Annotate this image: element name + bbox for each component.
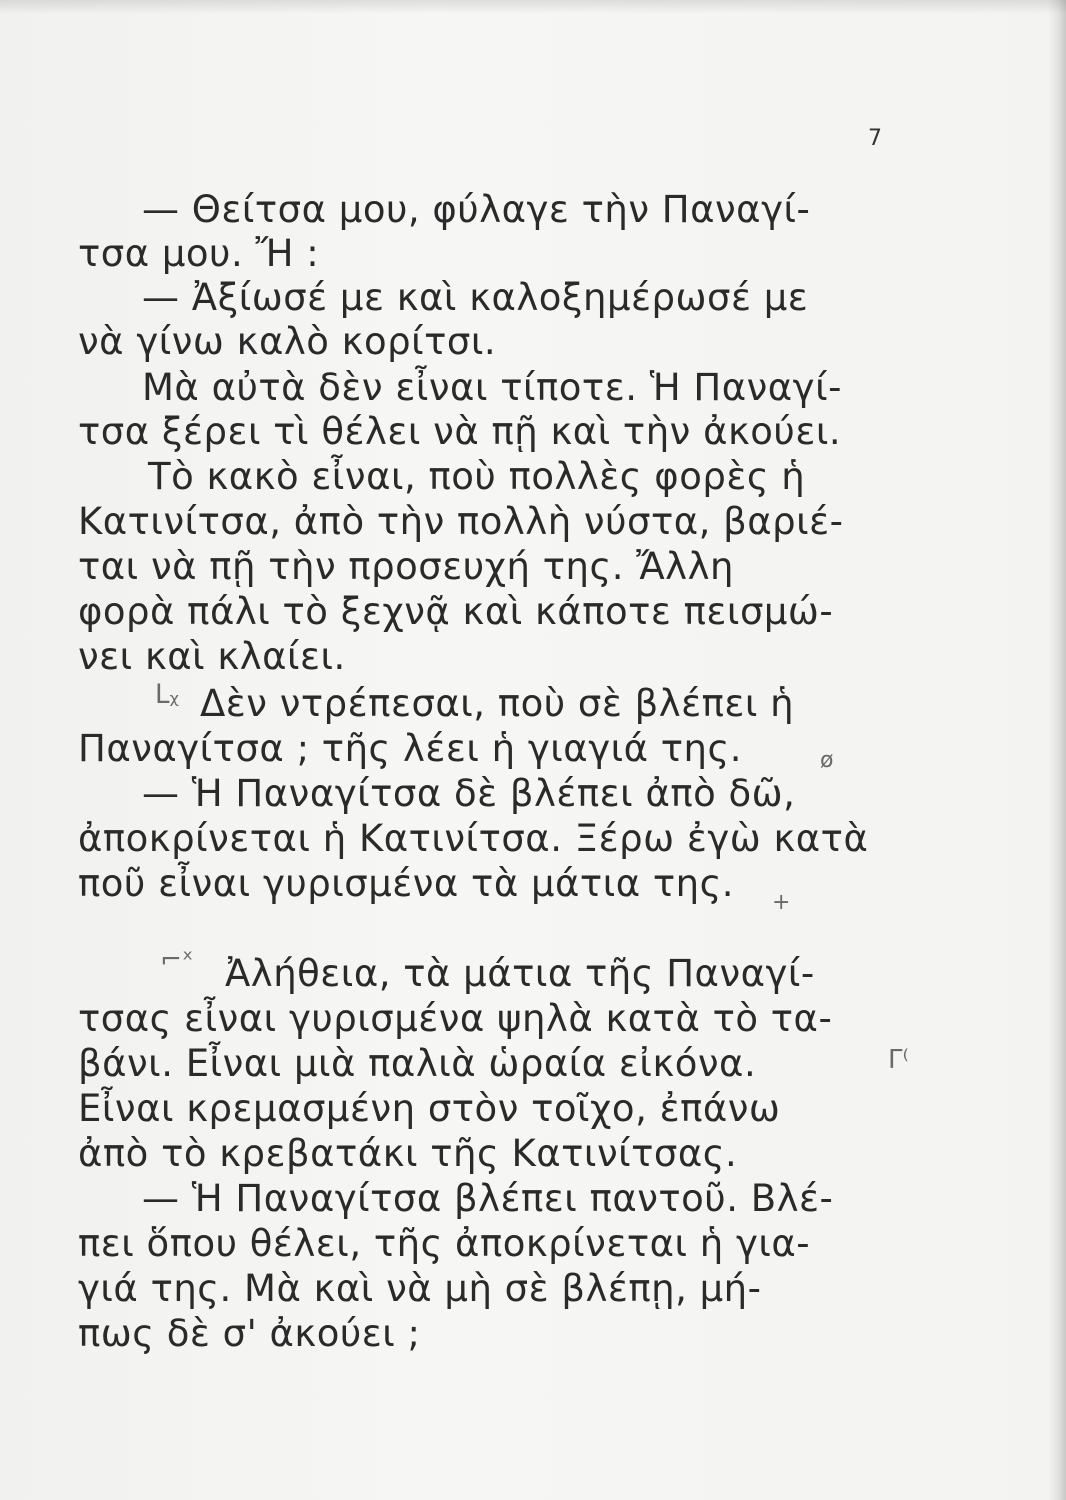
text-line: πει ὅπου θέλει, τῆς ἀποκρίνεται ἡ για- — [78, 1222, 811, 1265]
text-line: βάνι. Εἶναι μιὰ παλιὰ ὡραία εἰκόνα. — [78, 1042, 757, 1085]
text-line: τσα ξέρει τὶ θέλει νὰ πῇ καὶ τὴν ἀκούει. — [78, 410, 842, 453]
scan-top-shadow — [0, 0, 1066, 14]
handwritten-margin-mark: Γ⁽ — [888, 1045, 909, 1075]
text-line: Παναγίτσα ; τῆς λέει ἡ γιαγιά της. — [78, 727, 742, 770]
text-line: ται νὰ πῇ τὴν προσευχή της. Ἄλλη — [78, 545, 734, 588]
handwritten-mark: ø — [820, 748, 834, 773]
page-number: 7 — [868, 126, 882, 151]
text-line: ἀπὸ τὸ κρεβατάκι τῆς Κατινίτσας. — [78, 1132, 738, 1175]
text-line: ἀποκρίνεται ἡ Κατινίτσα. Ξέρω ἐγὼ κατὰ — [78, 817, 869, 860]
text-line: Εἶναι κρεμασμένη στὸν τοῖχο, ἐπάνω — [78, 1087, 781, 1130]
text-line: τσας εἶναι γυρισμένα ψηλὰ κατὰ τὸ τα- — [78, 997, 833, 1040]
scan-edge-shadow — [1048, 0, 1066, 1500]
text-line: — Θείτσα μου, φύλαγε τὴν Παναγί- — [142, 188, 811, 231]
handwritten-margin-mark: ⌐ˣ — [160, 945, 194, 975]
text-line: νὰ γίνω καλὸ κορίτσι. — [78, 320, 497, 363]
text-line: Δὲν ντρέπεσαι, ποὺ σὲ βλέπει ἡ — [200, 682, 795, 725]
handwritten-mark: + — [772, 890, 791, 915]
handwritten-margin-mark: ᒪᵪ — [155, 680, 179, 710]
text-line: νει καὶ κλαίει. — [78, 635, 346, 678]
text-line: Κατινίτσα, ἀπὸ τὴν πολλὴ νύστα, βαριέ- — [78, 500, 844, 543]
text-line: — Ἡ Παναγίτσα βλέπει παντοῦ. Βλέ- — [142, 1177, 834, 1220]
text-line: — Ἡ Παναγίτσα δὲ βλέπει ἀπὸ δῶ, — [142, 772, 796, 815]
text-line: Ἀλήθεια, τὰ μάτια τῆς Παναγί- — [225, 952, 815, 995]
text-line: Μὰ αὐτὰ δὲν εἶναι τίποτε. Ἡ Παναγί- — [142, 366, 842, 409]
text-line: Τὸ κακὸ εἶναι, ποὺ πολλὲς φορὲς ἡ — [148, 455, 806, 498]
text-line: γιά της. Μὰ καὶ νὰ μὴ σὲ βλέπῃ, μή- — [78, 1267, 762, 1310]
text-line: πως δὲ σ' ἀκούει ; — [78, 1312, 421, 1355]
text-line: — Ἀξίωσέ με καὶ καλοξημέρωσέ με — [142, 276, 809, 319]
text-line: ποῦ εἶναι γυρισμένα τὰ μάτια της. — [78, 862, 735, 905]
text-line: τσα μου. Ἤ : — [78, 232, 320, 275]
text-line: φορὰ πάλι τὸ ξεχνᾷ καὶ κάποτε πεισμώ- — [78, 590, 834, 633]
